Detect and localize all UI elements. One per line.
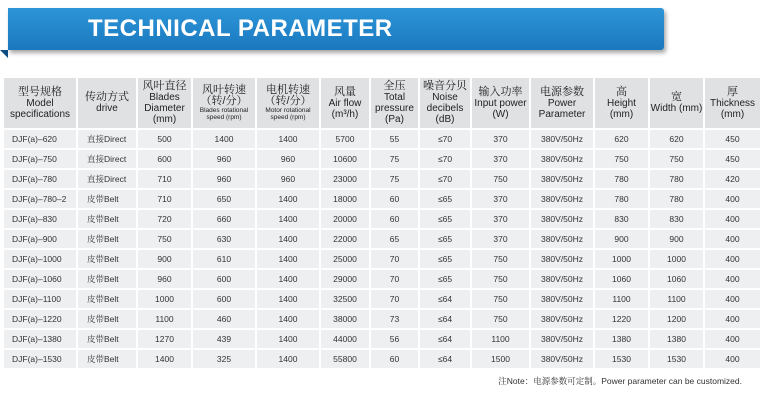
- cell-drive: 皮带Belt: [78, 330, 136, 348]
- cell-model: DJF(a)–1220: [4, 310, 76, 328]
- cell-total-pressure: 56: [371, 330, 418, 348]
- cell-thickness: 400: [705, 310, 760, 328]
- cell-input-power: 370: [472, 150, 529, 168]
- cell-noise: ≤70: [420, 130, 470, 148]
- header-width: [650, 78, 703, 128]
- cell-width: 1100: [650, 290, 703, 308]
- cell-air-flow: 20000: [321, 210, 369, 228]
- cell-total-pressure: 65: [371, 230, 418, 248]
- header-motor-speed-unit: （转/分）: [264, 95, 312, 107]
- cell-width: 1000: [650, 250, 703, 268]
- header-input-power-en: Input power (W): [474, 97, 527, 120]
- header-row: [4, 78, 760, 128]
- header-model: [4, 78, 76, 128]
- cell-blade-diameter: 960: [138, 270, 191, 288]
- header-total-pressure: [371, 78, 418, 128]
- table-row: [4, 350, 760, 368]
- header-motor-speed: [257, 78, 319, 128]
- cell-motor-speed: 1400: [257, 190, 319, 208]
- cell-model: DJF(a)–750: [4, 150, 76, 168]
- cell-motor-speed: 1400: [257, 130, 319, 148]
- cell-power-parameter: 380V/50Hz: [531, 350, 593, 368]
- header-power-parameter-zh: 电源参数: [540, 85, 584, 98]
- cell-air-flow: 32500: [321, 290, 369, 308]
- footnote: 注Note：电源参数可定制。Power parameter can be customized.: [498, 376, 742, 386]
- cell-blade-diameter: 720: [138, 210, 191, 228]
- cell-height: 1380: [595, 330, 648, 348]
- cell-blade-diameter: 1000: [138, 290, 191, 308]
- cell-total-pressure: 55: [371, 130, 418, 148]
- table-row: [4, 210, 760, 228]
- cell-input-power: 1500: [472, 350, 529, 368]
- cell-height: 750: [595, 150, 648, 168]
- cell-width: 780: [650, 190, 703, 208]
- cell-height: 900: [595, 230, 648, 248]
- cell-drive: 直接Direct: [78, 170, 136, 188]
- header-total-pressure-zh: 全压: [383, 80, 406, 92]
- header-drive-zh: 传动方式: [85, 91, 129, 103]
- cell-thickness: 400: [705, 350, 760, 368]
- cell-thickness: 400: [705, 290, 760, 308]
- cell-thickness: 450: [705, 150, 760, 168]
- cell-thickness: 400: [705, 210, 760, 228]
- cell-air-flow: 22000: [321, 230, 369, 248]
- header-width-en: Width (mm): [650, 103, 703, 114]
- cell-blade-speed: 325: [193, 350, 255, 368]
- cell-thickness: 400: [705, 330, 760, 348]
- header-drive: [78, 78, 136, 128]
- cell-motor-speed: 960: [257, 170, 319, 188]
- cell-motor-speed: 1400: [257, 290, 319, 308]
- cell-input-power: 370: [472, 190, 529, 208]
- table-row: [4, 270, 760, 288]
- cell-blade-diameter: 1100: [138, 310, 191, 328]
- cell-drive: 皮带Belt: [78, 210, 136, 228]
- title-banner: [8, 8, 664, 50]
- cell-noise: ≤64: [420, 350, 470, 368]
- cell-blade-speed: 439: [193, 330, 255, 348]
- cell-air-flow: 10600: [321, 150, 369, 168]
- cell-input-power: 370: [472, 210, 529, 228]
- cell-thickness: 450: [705, 130, 760, 148]
- cell-motor-speed: 1400: [257, 250, 319, 268]
- cell-power-parameter: 380V/50Hz: [531, 250, 593, 268]
- table-row: [4, 330, 760, 348]
- cell-drive: 皮带Belt: [78, 290, 136, 308]
- cell-thickness: 400: [705, 250, 760, 268]
- header-height-zh: 高: [616, 85, 627, 98]
- header-input-power-zh: 输入功率: [478, 85, 523, 98]
- cell-input-power: 750: [472, 170, 529, 188]
- header-blade-diameter-zh: 风叶直径: [142, 80, 187, 92]
- cell-blade-diameter: 710: [138, 190, 191, 208]
- cell-motor-speed: 960: [257, 150, 319, 168]
- header-noise-en: Noise decibels (dB): [426, 92, 464, 125]
- table-row: [4, 310, 760, 328]
- cell-noise: ≤64: [420, 290, 470, 308]
- cell-motor-speed: 1400: [257, 310, 319, 328]
- header-height-en: Height (mm): [607, 97, 636, 120]
- cell-power-parameter: 380V/50Hz: [531, 210, 593, 228]
- cell-motor-speed: 1400: [257, 230, 319, 248]
- table-row: [4, 250, 760, 268]
- header-blade-speed-en: Blades rotational speed (rpm): [199, 107, 249, 121]
- cell-drive: 皮带Belt: [78, 310, 136, 328]
- cell-blade-speed: 600: [193, 290, 255, 308]
- header-blade-speed: [193, 78, 255, 128]
- cell-blade-diameter: 750: [138, 230, 191, 248]
- cell-power-parameter: 380V/50Hz: [531, 290, 593, 308]
- header-air-flow-en: Air flow (m³/h): [328, 97, 362, 120]
- cell-air-flow: 44000: [321, 330, 369, 348]
- cell-input-power: 750: [472, 250, 529, 268]
- header-motor-speed-en: Motor rotational speed (rpm): [265, 107, 311, 121]
- header-blade-speed-unit: （转/分）: [200, 95, 248, 107]
- cell-blade-speed: 960: [193, 150, 255, 168]
- table-row: [4, 170, 760, 188]
- cell-drive: 皮带Belt: [78, 270, 136, 288]
- cell-width: 620: [650, 130, 703, 148]
- cell-air-flow: 5700: [321, 130, 369, 148]
- cell-input-power: 750: [472, 270, 529, 288]
- header-input-power: [472, 78, 529, 128]
- cell-blade-speed: 460: [193, 310, 255, 328]
- header-width-zh: 宽: [671, 91, 682, 103]
- banner-fold: [0, 50, 8, 58]
- cell-width: 900: [650, 230, 703, 248]
- cell-blade-speed: 1400: [193, 130, 255, 148]
- header-model-zh: 型号规格: [18, 85, 62, 98]
- cell-width: 1060: [650, 270, 703, 288]
- cell-power-parameter: 380V/50Hz: [531, 150, 593, 168]
- cell-noise: ≤65: [420, 230, 470, 248]
- cell-model: DJF(a)–620: [4, 130, 76, 148]
- header-noise-zh: 噪音分贝: [423, 80, 467, 92]
- cell-total-pressure: 70: [371, 270, 418, 288]
- cell-blade-diameter: 1400: [138, 350, 191, 368]
- header-air-flow-zh: 风量: [334, 85, 356, 98]
- cell-model: DJF(a)–780–2: [4, 190, 76, 208]
- cell-blade-diameter: 1270: [138, 330, 191, 348]
- cell-noise: ≤65: [420, 210, 470, 228]
- cell-model: DJF(a)–1000: [4, 250, 76, 268]
- cell-drive: 皮带Belt: [78, 230, 136, 248]
- cell-blade-speed: 630: [193, 230, 255, 248]
- cell-input-power: 1100: [472, 330, 529, 348]
- cell-motor-speed: 1400: [257, 210, 319, 228]
- cell-height: 1220: [595, 310, 648, 328]
- cell-drive: 皮带Belt: [78, 350, 136, 368]
- cell-noise: ≤70: [420, 170, 470, 188]
- cell-total-pressure: 70: [371, 290, 418, 308]
- cell-blade-diameter: 710: [138, 170, 191, 188]
- cell-height: 780: [595, 190, 648, 208]
- cell-width: 750: [650, 150, 703, 168]
- header-thickness-zh: 厚: [727, 85, 738, 98]
- cell-width: 1200: [650, 310, 703, 328]
- cell-power-parameter: 380V/50Hz: [531, 270, 593, 288]
- cell-blade-diameter: 500: [138, 130, 191, 148]
- cell-blade-speed: 600: [193, 270, 255, 288]
- header-power-parameter: [531, 78, 593, 128]
- cell-width: 1530: [650, 350, 703, 368]
- header-blade-speed-zh: 风叶转速: [202, 84, 246, 96]
- cell-width: 830: [650, 210, 703, 228]
- cell-drive: 直接Direct: [78, 130, 136, 148]
- cell-thickness: 400: [705, 270, 760, 288]
- cell-blade-diameter: 900: [138, 250, 191, 268]
- cell-air-flow: 18000: [321, 190, 369, 208]
- cell-width: 1380: [650, 330, 703, 348]
- cell-model: DJF(a)–900: [4, 230, 76, 248]
- cell-width: 780: [650, 170, 703, 188]
- cell-total-pressure: 75: [371, 170, 418, 188]
- header-thickness-en: Thickness (mm): [709, 97, 755, 120]
- page-title: TECHNICAL PARAMETER: [88, 15, 393, 42]
- cell-power-parameter: 380V/50Hz: [531, 170, 593, 188]
- cell-model: DJF(a)–1060: [4, 270, 76, 288]
- cell-model: DJF(a)–780: [4, 170, 76, 188]
- table-row: [4, 190, 760, 208]
- cell-total-pressure: 60: [371, 210, 418, 228]
- cell-input-power: 370: [472, 130, 529, 148]
- cell-model: DJF(a)–1100: [4, 290, 76, 308]
- cell-air-flow: 38000: [321, 310, 369, 328]
- cell-model: DJF(a)–1380: [4, 330, 76, 348]
- cell-height: 1060: [595, 270, 648, 288]
- cell-input-power: 750: [472, 290, 529, 308]
- cell-blade-speed: 960: [193, 170, 255, 188]
- header-air-flow: [321, 78, 369, 128]
- header-motor-speed-zh: 电机转速: [266, 84, 310, 96]
- cell-power-parameter: 380V/50Hz: [531, 130, 593, 148]
- cell-power-parameter: 380V/50Hz: [531, 190, 593, 208]
- table-row: [4, 230, 760, 248]
- cell-thickness: 420: [705, 170, 760, 188]
- cell-input-power: 370: [472, 230, 529, 248]
- cell-noise: ≤65: [420, 250, 470, 268]
- cell-air-flow: 23000: [321, 170, 369, 188]
- header-height: [595, 78, 648, 128]
- cell-height: 1000: [595, 250, 648, 268]
- cell-model: DJF(a)–830: [4, 210, 76, 228]
- cell-air-flow: 29000: [321, 270, 369, 288]
- cell-height: 1530: [595, 350, 648, 368]
- cell-blade-speed: 660: [193, 210, 255, 228]
- cell-power-parameter: 380V/50Hz: [531, 310, 593, 328]
- cell-noise: ≤65: [420, 190, 470, 208]
- cell-power-parameter: 380V/50Hz: [531, 330, 593, 348]
- cell-power-parameter: 380V/50Hz: [531, 230, 593, 248]
- cell-total-pressure: 60: [371, 190, 418, 208]
- header-noise: [420, 78, 470, 128]
- table-row: [4, 130, 760, 148]
- cell-thickness: 400: [705, 230, 760, 248]
- cell-blade-speed: 650: [193, 190, 255, 208]
- cell-height: 830: [595, 210, 648, 228]
- cell-blade-diameter: 600: [138, 150, 191, 168]
- cell-noise: ≤64: [420, 310, 470, 328]
- cell-height: 780: [595, 170, 648, 188]
- cell-noise: ≤70: [420, 150, 470, 168]
- cell-total-pressure: 60: [371, 350, 418, 368]
- header-blade-diameter-en: Blades Diameter (mm): [144, 92, 185, 125]
- table-row: [4, 290, 760, 308]
- cell-motor-speed: 1400: [257, 350, 319, 368]
- cell-height: 620: [595, 130, 648, 148]
- cell-total-pressure: 70: [371, 250, 418, 268]
- cell-total-pressure: 75: [371, 150, 418, 168]
- cell-drive: 皮带Belt: [78, 250, 136, 268]
- cell-noise: ≤64: [420, 330, 470, 348]
- cell-height: 1100: [595, 290, 648, 308]
- cell-noise: ≤65: [420, 270, 470, 288]
- cell-input-power: 750: [472, 310, 529, 328]
- header-total-pressure-en: Total pressure (Pa): [375, 92, 414, 125]
- header-power-parameter-en: Power Parameter: [538, 97, 586, 120]
- parameter-table: [2, 76, 762, 370]
- cell-air-flow: 25000: [321, 250, 369, 268]
- header-drive-en: drive: [96, 103, 118, 114]
- cell-air-flow: 55800: [321, 350, 369, 368]
- cell-drive: 直接Direct: [78, 150, 136, 168]
- table-row: [4, 150, 760, 168]
- cell-model: DJF(a)–1530: [4, 350, 76, 368]
- cell-thickness: 400: [705, 190, 760, 208]
- table-body: [4, 130, 760, 368]
- cell-blade-speed: 610: [193, 250, 255, 268]
- header-model-en: Model specifications: [9, 97, 71, 120]
- cell-total-pressure: 73: [371, 310, 418, 328]
- cell-motor-speed: 1400: [257, 330, 319, 348]
- header-thickness: [705, 78, 760, 128]
- header-blade-diameter: [138, 78, 191, 128]
- cell-drive: 皮带Belt: [78, 190, 136, 208]
- cell-motor-speed: 1400: [257, 270, 319, 288]
